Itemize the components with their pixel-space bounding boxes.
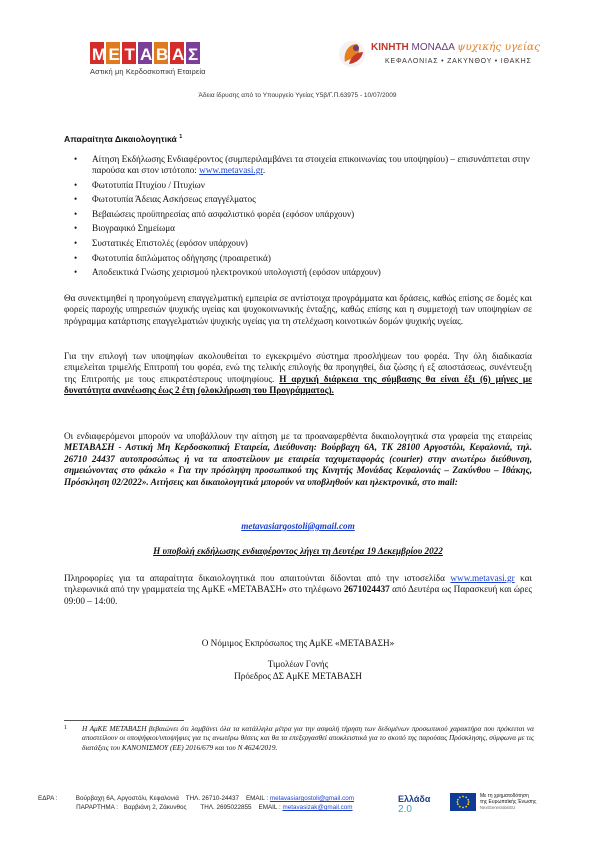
list-item: • Φωτοτυπία Άδειας Ασκήσεως επαγγέλματος xyxy=(64,194,534,205)
svg-text:Α: Α xyxy=(140,45,153,64)
submission-paragraph: Οι ενδιαφερόμενοι μπορούν να υποβάλλουν την αίτηση με τα προαναφερθέντα δικαιολογητικά στα γραφεία της εταιρείας ΜΕΤΑΒΑΣΗ - Αστική Μη Κερδοσκοπική Εταιρεία, Διεύθυνση: Βούρβαχη 6Α, ΤΚ 28100 Αργοστόλι, Κεφαλονιά, τηλ. 26710 24437 αυτοπροσώπως ή να τα αποστείλουν με εταιρεία ταχυμεταφοράς (courier) στην ανωτέρω διεύθυνση, σημειώνοντας στο φάκελο « Για την πρόσληψη προσωπικού της Κινητής Μονάδας Κεφαλονιάς – Ζακύνθου – Ιθάκης, Πρόσκληση 02/2022». Αιτήσεις και δικαιολογητικά μπορούν να υποβληθούν και ηλεκτρονικά, στο mail: xyxy=(64,431,532,487)
required-documents-list xyxy=(64,154,534,282)
metavasi-wordmark-icon xyxy=(90,40,200,66)
footnote xyxy=(64,724,534,752)
website-link-2[interactable]: www.metavasi.gr xyxy=(450,573,515,583)
section-title: Απαραίτητα Δικαιολογητικά $^1$ xyxy=(64,134,183,144)
greece-2-0-logo: Ελλάδα 2.0 xyxy=(398,794,431,815)
list-item: • Αποδεικτικά Γνώσης χειρισμού ηλεκτρονικού υπολογιστή (εφόσον υπάρχουν) xyxy=(64,267,534,278)
metavasi-logo xyxy=(90,40,240,82)
list-item: • Συστατικές Επιστολές (εφόσον υπάρχουν) xyxy=(64,238,534,249)
footer-contacts xyxy=(38,794,354,812)
signature-line: Ο Νόμιμος Εκπρόσωπος της ΑμΚΕ «ΜΕΤΑΒΑΣΗ» xyxy=(201,638,395,648)
svg-text:Μ: Μ xyxy=(92,45,107,64)
selection-paragraph: Για την επιλογή των υποψηφίων ακολουθείται το εγκεκριμένο σύστημα προσλήψεων του φορέα. Την όλη διαδικασία επιμελείται τριμελής Επιτροπή του φορέα, ενώ της τελικής επιλογής θα προηγηθεί, δια ζώσης ή εξ αποστάσεως, συνέντευξη της Επιτροπής με τους επικρατέστερους υποψηφίους. Η αρχική διάρκεια της σύμβασης θα είναι έξι (6) μήνες με δυνατότητα ανανέωσης έως 2 έτη (ολοκλήρωση του Προγράμματος). xyxy=(64,351,532,396)
mobile-unit-title: ΚΙΝΗΤΗ ΜΟΝΑΔΑ ψυχικής υγείας xyxy=(371,41,541,53)
svg-text:Ε: Ε xyxy=(108,45,120,64)
mobile-unit-mark-icon xyxy=(337,38,367,70)
signatory-role: Πρόεδρος ΔΣ ΑμΚΕ ΜΕΤΑΒΑΣΗ xyxy=(234,671,362,681)
experience-paragraph: Θα συνεκτιμηθεί η προηγούμενη επαγγελματική εμπειρία σε αντίστοιχα προγράμματα και δράσεις, καθώς επίσης σε δομές και φορείς παροχής υπηρεσιών ψυχικής υγείας και ψυχοκοινωνικής ένταξης, καθώς επίσης και η συμμετοχή των υποψηφίων σε πρόγραμμα κατάρτισης επαγγελματιών ψυχικής υγείας για τη στελέχωση κοινοτικών δομών ψυχικής υγείας. xyxy=(64,293,532,326)
footnote-divider xyxy=(64,720,184,721)
license-line: Άδεια ίδρυσης από το Υπουργείο Υγείας Υ5β/Γ.Π.63975 - 10/07/2009 xyxy=(198,92,397,99)
deadline-line xyxy=(64,546,532,557)
list-item: • Βεβαιώσεις προϋπηρεσίας από ασφαλιστικό φορέα (εφόσον υπάρχουν) xyxy=(64,209,534,220)
signatory-name: Τιμολέων Γονής xyxy=(267,659,329,669)
svg-text:Σ: Σ xyxy=(188,45,199,64)
svg-text:Α: Α xyxy=(172,45,185,64)
svg-text:Β: Β xyxy=(156,45,169,64)
footer-email-hq[interactable]: metavasiargostoli@gmail.com xyxy=(269,795,354,802)
list-item: • Βιογραφικό Σημείωμα xyxy=(64,223,534,234)
footer-row-hq: ΕΔΡΑ : Βούρβαχη 6Α, Αργοστόλι, Κεφαλονιά ΤΗΛ. 26710-24437 EMAIL : metavasiargostoli@gmail.com xyxy=(38,795,354,802)
eu-flag-icon xyxy=(450,793,476,811)
deadline-text: Η υποβολή εκδήλωσης ενδιαφέροντος λήγει τη Δευτέρα 19 Δεκεμβρίου 2022 xyxy=(153,546,443,556)
footnote-text: Η ΑμΚΕ ΜΕΤΑΒΑΣΗ βεβαιώνει ότι λαμβάνει όλα τα κατάλληλα μέτρα για την ασφαλή τήρηση των δεδομένων προσωπικού χαρακτήρα που πρόκειται να αποστείλουν οι υποψήφιοι/υποψήφιες για τις ανωτέρω θέσεις και θα τα επεξεργασθεί αποκλειστικά για το σκοπό της παρούσας Πρόσκλησης, σύμφωνα με τις διατάξεις του ΚΑΝΟΝΙΣΜΟΥ (ΕΕ) 2016/679 και του Ν 4624/2019. xyxy=(82,724,534,752)
eu-funding-label: Με τη χρηματοδότηση της Ευρωπαϊκής Ένωσης NextGenerationEU xyxy=(480,793,537,811)
mobile-unit-logo xyxy=(337,38,541,80)
metavasi-logo-subtitle: Αστική μη Κερδοσκοπική Εταιρεία xyxy=(90,67,206,76)
list-item: • Αίτηση Εκδήλωσης Ενδιαφέροντος (συμπεριλαμβάνει τα στοιχεία επικοινωνίας του υποψηφίου) – επισυνάπτεται στην παρούσα και στον ιστότοπο: www.metavasi.gr. xyxy=(64,154,534,176)
footnote-number: 1 xyxy=(64,725,67,731)
phone-number: 2671024437 xyxy=(343,584,390,595)
email-link[interactable]: metavasiargostoli@gmail.com xyxy=(241,521,355,531)
footer-email-branch[interactable]: metavasizak@gmail.com xyxy=(282,804,353,811)
list-item: • Φωτοτυπία διπλώματος οδήγησης (προαιρετικά) xyxy=(64,253,534,264)
mobile-unit-regions: ΚΕΦΑΛΟΝΙΑΣ • ΖΑΚΥΝΘΟΥ • ΙΘΑΚΗΣ xyxy=(385,58,532,65)
contract-duration: Η αρχική διάρκεια της σύμβασης θα είναι έξι (6) μήνες με δυνατότητα ανανέωσης έως 2 έτη (ολοκλήρωση του Προγράμματος). xyxy=(64,373,532,396)
info-paragraph: Πληροφορίες για τα απαραίτητα δικαιολογητικά που απαιτούνται δίδονται από την ιστοσελίδα www.metavasi.gr και τηλεφωνικά από την γραμματεία της ΑμΚΕ «ΜΕΤΑΒΑΣΗ» στο τηλέφωνο 2671024437 από Δευτέρα ως Παρασκευή και ώρες 09:00 – 14:00. xyxy=(64,573,532,606)
list-item: • Φωτοτυπία Πτυχίου / Πτυχίων xyxy=(64,180,534,191)
website-link[interactable]: www.metavasi.gr xyxy=(199,165,263,176)
email-line xyxy=(64,521,532,532)
footer-row-branch: ΠΑΡΑΡΤΗΜΑ : Βαρβιάνη 2, Ζάκυνθος ΤΗΛ. 2695022855 EMAIL : metavasizak@gmail.com xyxy=(76,804,353,811)
svg-text:Τ: Τ xyxy=(124,45,135,64)
